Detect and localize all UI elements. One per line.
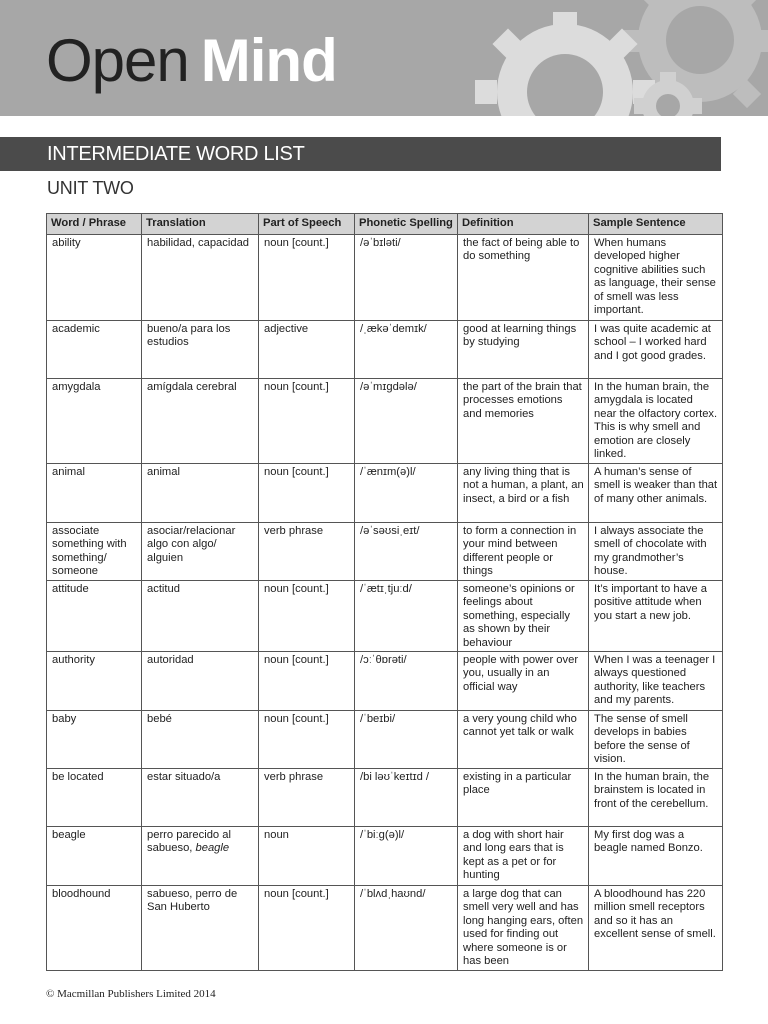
- sentence-cell: A human’s sense of smell is weaker than that of many other animals.: [589, 464, 723, 523]
- phonetic-cell: /ˌækəˈdemɪk/: [355, 321, 458, 379]
- column-header-word: Word / Phrase: [47, 214, 142, 235]
- sentence-cell: In the human brain, the brainstem is located in front of the cerebellum.: [589, 769, 723, 827]
- title-banner: [0, 137, 721, 171]
- word-cell: authority: [47, 652, 142, 711]
- sentence-cell: The sense of smell develops in babies before the sense of vision.: [589, 711, 723, 769]
- part-of-speech-cell: noun [count.]: [259, 235, 355, 321]
- phonetic-cell: /ˈbiːɡ(ə)l/: [355, 827, 458, 886]
- column-header-definition: Definition: [458, 214, 589, 235]
- definition-cell: the fact of being able to do something: [458, 235, 589, 321]
- definition-cell: good at learning things by studying: [458, 321, 589, 379]
- word-cell: be located: [47, 769, 142, 827]
- table-row: [47, 769, 723, 827]
- sentence-cell: A bloodhound has 220 million smell receptors and so it has an excellent sense of smell.: [589, 886, 723, 971]
- sentence-cell: When humans developed higher cognitive abilities such as language, their sense of smell was less important.: [589, 235, 723, 321]
- part-of-speech-cell: noun [count.]: [259, 711, 355, 769]
- column-header-sample-sentence: Sample Sentence: [589, 214, 723, 235]
- sentence-cell: My first dog was a beagle named Bonzo.: [589, 827, 723, 886]
- definition-cell: someone’s opinions or feelings about something, especially as shown by their behaviour: [458, 581, 589, 652]
- part-of-speech-cell: noun [count.]: [259, 652, 355, 711]
- translation-cell: habilidad, capacidad: [142, 235, 259, 321]
- word-cell: ability: [47, 235, 142, 321]
- translation-text: perro parecido al sabueso,: [147, 829, 231, 855]
- part-of-speech-cell: verb phrase: [259, 769, 355, 827]
- translation-cell: bebé: [142, 711, 259, 769]
- word-cell: baby: [47, 711, 142, 769]
- definition-cell: existing in a particular place: [458, 769, 589, 827]
- phonetic-cell: /bi ləʊˈkeɪtɪd /: [355, 769, 458, 827]
- word-list-table: [46, 213, 723, 971]
- phonetic-cell: /ˈblʌdˌhaʊnd/: [355, 886, 458, 971]
- word-cell: beagle: [47, 827, 142, 886]
- part-of-speech-cell: noun [count.]: [259, 886, 355, 971]
- copyright-footer: © Macmillan Publishers Limited 2014: [46, 988, 216, 1000]
- logo-mind-text: Mind: [200, 27, 337, 94]
- word-cell: animal: [47, 464, 142, 523]
- translation-cell: autoridad: [142, 652, 259, 711]
- definition-cell: a very young child who cannot yet talk or walk: [458, 711, 589, 769]
- sentence-cell: I always associate the smell of chocolate with my grandmother’s house.: [589, 523, 723, 581]
- table-row: [47, 321, 723, 379]
- translation-cell: estar situado/a: [142, 769, 259, 827]
- translation-cell: [142, 827, 259, 886]
- sentence-cell: In the human brain, the amygdala is located near the olfactory cortex. This is why smell and emotion are closely linked.: [589, 379, 723, 464]
- phonetic-cell: /əˈsəʊsiˌeɪt/: [355, 523, 458, 581]
- table-row: [47, 581, 723, 652]
- sentence-cell: When I was a teenager I always questioned authority, like teachers and my parents.: [589, 652, 723, 711]
- translation-cell: actitud: [142, 581, 259, 652]
- word-cell: bloodhound: [47, 886, 142, 971]
- definition-cell: a large dog that can smell very well and has long hanging ears, often used for finding out where someone is or has been: [458, 886, 589, 971]
- table-row: [47, 235, 723, 321]
- phonetic-cell: /əˈbɪləti/: [355, 235, 458, 321]
- table-row: [47, 886, 723, 971]
- logo-open-text: Open: [46, 27, 189, 94]
- definition-cell: a dog with short hair and long ears that is kept as a pet or for hunting: [458, 827, 589, 886]
- part-of-speech-cell: adjective: [259, 321, 355, 379]
- word-cell: academic: [47, 321, 142, 379]
- word-cell: attitude: [47, 581, 142, 652]
- phonetic-cell: /ˈænɪm(ə)l/: [355, 464, 458, 523]
- table-header-row: [47, 214, 723, 235]
- translation-italic-text: beagle: [195, 842, 230, 855]
- translation-cell: amígdala cerebral: [142, 379, 259, 464]
- translation-cell: asociar/relacionar algo con algo/ alguien: [142, 523, 259, 581]
- table-row: [47, 379, 723, 464]
- part-of-speech-cell: noun [count.]: [259, 581, 355, 652]
- table-row: [47, 464, 723, 523]
- sentence-cell: I was quite academic at school – I worked hard and I got good grades.: [589, 321, 723, 379]
- column-header-phonetic: Phonetic Spelling: [355, 214, 458, 235]
- part-of-speech-cell: verb phrase: [259, 523, 355, 581]
- table-row: [47, 711, 723, 769]
- definition-cell: to form a connection in your mind between different people or things: [458, 523, 589, 581]
- sentence-cell: It’s important to have a positive attitude when you start a new job.: [589, 581, 723, 652]
- column-header-part-of-speech: Part of Speech: [259, 214, 355, 235]
- phonetic-cell: /ˈbeɪbi/: [355, 711, 458, 769]
- part-of-speech-cell: noun [count.]: [259, 379, 355, 464]
- phonetic-cell: /əˈmɪɡdələ/: [355, 379, 458, 464]
- table-row: [47, 827, 723, 886]
- definition-cell: any living thing that is not a human, a plant, an insect, a bird or a fish: [458, 464, 589, 523]
- word-cell: amygdala: [47, 379, 142, 464]
- table-row: [47, 523, 723, 581]
- part-of-speech-cell: noun [count.]: [259, 464, 355, 523]
- unit-title: UNIT TWO: [47, 178, 134, 198]
- page-header: [0, 0, 768, 116]
- part-of-speech-cell: noun: [259, 827, 355, 886]
- phonetic-cell: /ɔːˈθɒrəti/: [355, 652, 458, 711]
- word-cell: associate something with something/ someone: [47, 523, 142, 581]
- table-row: [47, 652, 723, 711]
- translation-cell: animal: [142, 464, 259, 523]
- definition-cell: the part of the brain that processes emotions and memories: [458, 379, 589, 464]
- definition-cell: people with power over you, usually in an official way: [458, 652, 589, 711]
- phonetic-cell: /ˈætɪˌtjuːd/: [355, 581, 458, 652]
- translation-cell: bueno/a para los estudios: [142, 321, 259, 379]
- translation-cell: sabueso, perro de San Huberto: [142, 886, 259, 971]
- column-header-translation: Translation: [142, 214, 259, 235]
- open-mind-logo: [46, 26, 337, 96]
- page-title: INTERMEDIATE WORD LIST: [47, 143, 305, 165]
